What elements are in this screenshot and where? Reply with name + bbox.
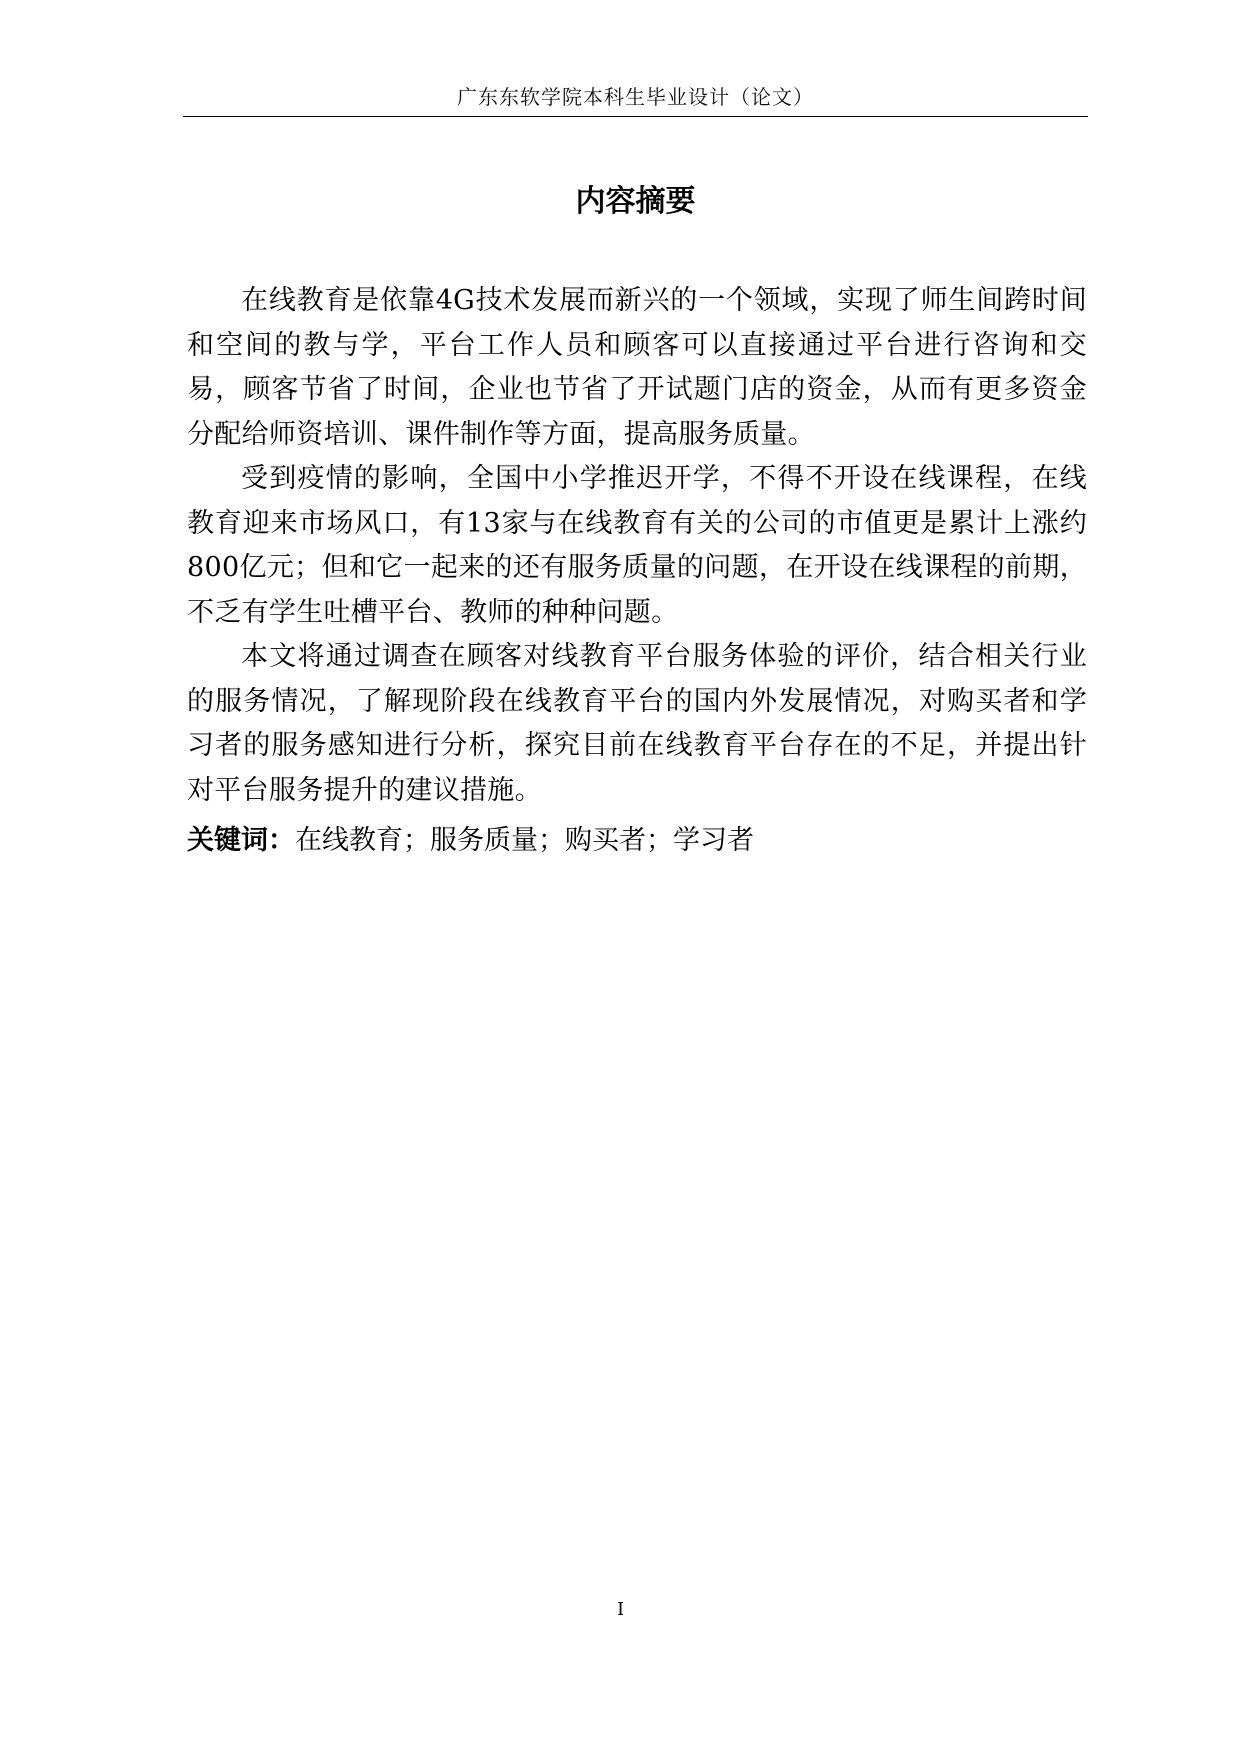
abstract-body [187, 279, 1087, 813]
page-title: 内容摘要 [575, 184, 696, 219]
page-header: 广东东软学院本科生毕业设计（论文） [457, 85, 814, 109]
keywords-value: 在线教育；服务质量；购买者；学习者 [295, 825, 754, 856]
page-number: I [616, 1599, 625, 1620]
header-divider [183, 116, 1088, 117]
abstract-paragraph-1: 在线教育是依靠4G技术发展而新兴的一个领域，实现了师生间跨时间和空间的教与学，平台工作人员和顾客可以直接通过平台进行咨询和交易，顾客节省了时间，企业也节省了开试题门店的资金，从而有更多资金分配给师资培训、课件制作等方面，提高服务质量。 [187, 285, 1087, 450]
abstract-paragraph-2: 受到疫情的影响，全国中小学推迟开学，不得不开设在线课程，在线教育迎来市场风口，有13家与在线教育有关的公司的市值更是累计上涨约800亿元；但和它一起来的还有服务质量的问题，在开设在线课程的前期，不乏有学生吐槽平台、教师的种种问题。 [187, 463, 1087, 628]
abstract-paragraph-3: 本文将通过调查在顾客对线教育平台服务体验的评价，结合相关行业的服务情况，了解现阶段在线教育平台的国内外发展情况，对购买者和学习者的服务感知进行分析，探究目前在线教育平台存在的不足，并提出针对平台服务提升的建议措施。 [187, 641, 1087, 806]
keywords-label: 关键词： [187, 825, 295, 856]
keywords-line [187, 819, 1087, 863]
